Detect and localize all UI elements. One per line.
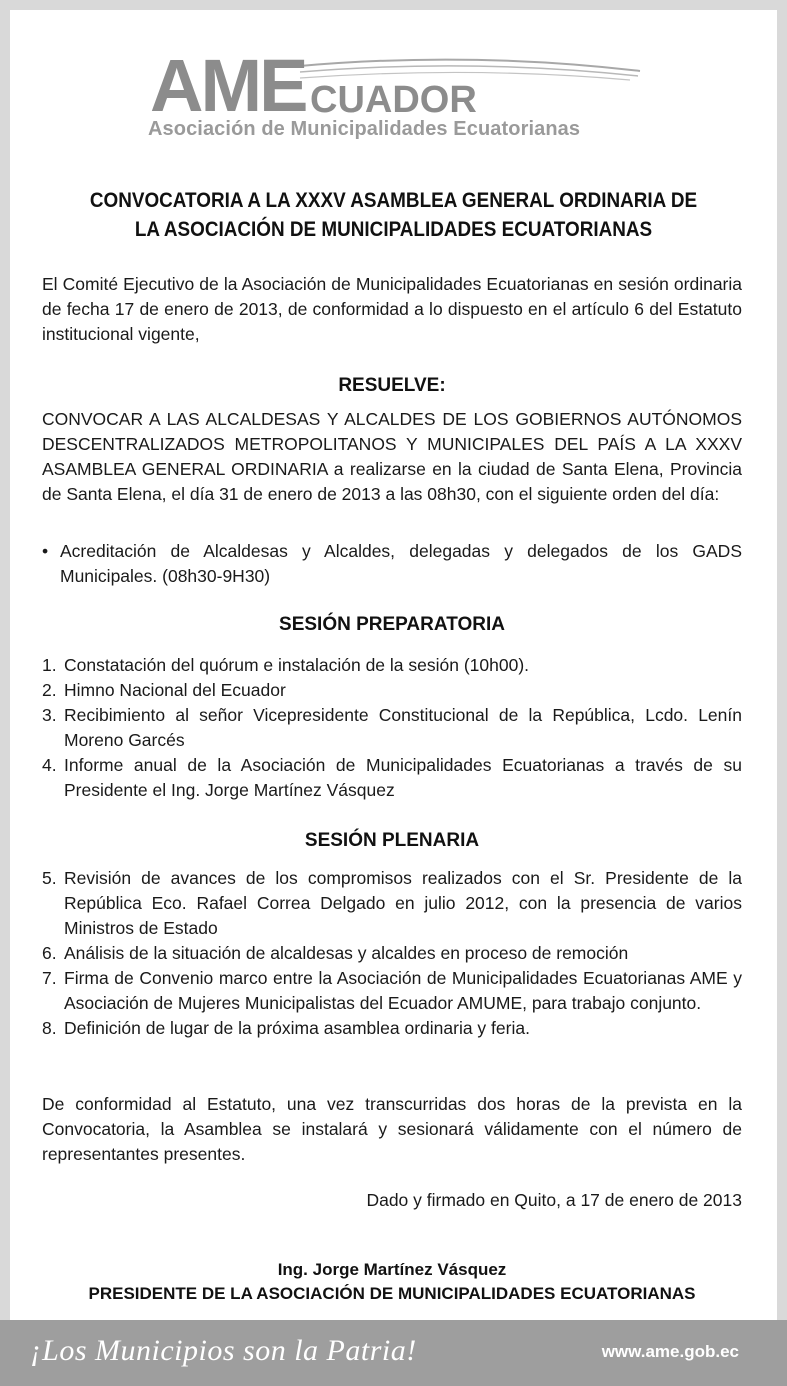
item-text: Revisión de avances de los compromisos realizados con el Sr. Presidente de la República Eco. Rafael Correa Delgado en julio 2012, con la presencia de varios Ministros de Estado	[64, 868, 742, 938]
logo-swoosh-icon	[300, 60, 640, 80]
list-item	[42, 866, 742, 941]
closing-paragraph: De conformidad al Estatuto, una vez transcurridas dos horas de la prevista en la Convocatoria, la Asamblea se instalará y sesionará válidamente con el número de representantes presentes.	[42, 1094, 742, 1164]
item-number: 5.	[42, 868, 57, 888]
plenaria-heading: SESIÓN PLENARIA	[304, 830, 480, 851]
item-text: Recibimiento al señor Vicepresidente Constitucional de la República, Lcdo. Lenín Moreno Garcés	[64, 705, 742, 750]
title-line-2: LA ASOCIACIÓN DE MUNICIPALIDADES ECUATORIANAS	[134, 218, 653, 241]
title-line-1: CONVOCATORIA A LA XXXV ASAMBLEA GENERAL ORDINARIA DE	[89, 189, 698, 212]
bullet-text: Acreditación de Alcaldesas y Alcaldes, delegadas y delegados de los GADS Municipales. (08h30-9H30)	[60, 541, 742, 586]
footer-slogan: ¡Los Municipios son la Patria!	[30, 1334, 417, 1367]
list-item	[42, 678, 742, 703]
logo-wordmark-ame: AME	[150, 46, 306, 127]
item-text: Firma de Convenio marco entre la Asociación de Municipalidades Ecuatorianas AME y Asociación de Mujeres Municipalistas del Ecuador AMUME, para trabajo conjunto.	[64, 968, 742, 1013]
intro-paragraph: El Comité Ejecutivo de la Asociación de Municipalidades Ecuatorianas en sesión ordinaria de fecha 17 de enero de 2013, de conformidad a lo dispuesto en el artículo 6 del Estatuto institucional vigente,	[42, 274, 742, 344]
resuelve-body: CONVOCAR A LAS ALCALDESAS Y ALCALDES DE LOS GOBIERNOS AUTÓNOMOS DESCENTRALIZADOS METROPOLITANOS Y MUNICIPALES DEL PAÍS A LA XXXV ASAMBLEA GENERAL ORDINARIA a realizarse en la ciudad de Santa Elena, Provincia de Santa Elena, el día 31 de enero de 2013 a las 08h30, con el siguiente orden del día:	[42, 409, 742, 504]
list-item	[42, 539, 742, 589]
resuelve-heading: RESUELVE:	[338, 375, 446, 396]
list-item	[42, 966, 742, 1016]
signatory-name: Ing. Jorge Martínez Vásquez	[277, 1260, 507, 1279]
list-item	[42, 653, 742, 678]
footer-banner	[0, 1320, 787, 1386]
item-number: 2.	[42, 680, 57, 700]
logo-wordmark-cuador: CUADOR	[310, 79, 477, 121]
item-number: 3.	[42, 705, 57, 725]
signatory-title: PRESIDENTE DE LA ASOCIACIÓN DE MUNICIPALIDADES ECUATORIANAS	[88, 1284, 696, 1303]
item-number: 1.	[42, 655, 57, 675]
item-number: 8.	[42, 1018, 57, 1038]
list-item	[42, 703, 742, 753]
item-text: Constatación del quórum e instalación de la sesión (10h00).	[64, 655, 530, 675]
logo-subtitle: Asociación de Municipalidades Ecuatorianas	[148, 118, 581, 140]
list-item	[42, 941, 742, 966]
item-text: Definición de lugar de la próxima asamblea ordinaria y feria.	[64, 1018, 530, 1038]
plenaria-list	[42, 866, 742, 1041]
item-text: Informe anual de la Asociación de Municipalidades Ecuatorianas a través de su Presidente el Ing. Jorge Martínez Vásquez	[64, 755, 742, 800]
list-item	[42, 753, 742, 803]
item-number: 6.	[42, 943, 57, 963]
item-number: 4.	[42, 755, 57, 775]
document-title	[66, 186, 720, 244]
item-text: Análisis de la situación de alcaldesas y alcaldes en proceso de remoción	[64, 943, 629, 963]
list-item	[42, 1016, 742, 1041]
footer-website-link[interactable]: www.ame.gob.ec	[601, 1342, 739, 1361]
item-text: Himno Nacional del Ecuador	[64, 680, 286, 700]
bullet-icon: •	[42, 541, 49, 561]
preparatoria-heading: SESIÓN PREPARATORIA	[279, 614, 505, 635]
item-number: 7.	[42, 968, 57, 988]
preparatoria-list	[42, 653, 742, 803]
signed-date: Dado y firmado en Quito, a 17 de enero de 2013	[366, 1190, 742, 1210]
